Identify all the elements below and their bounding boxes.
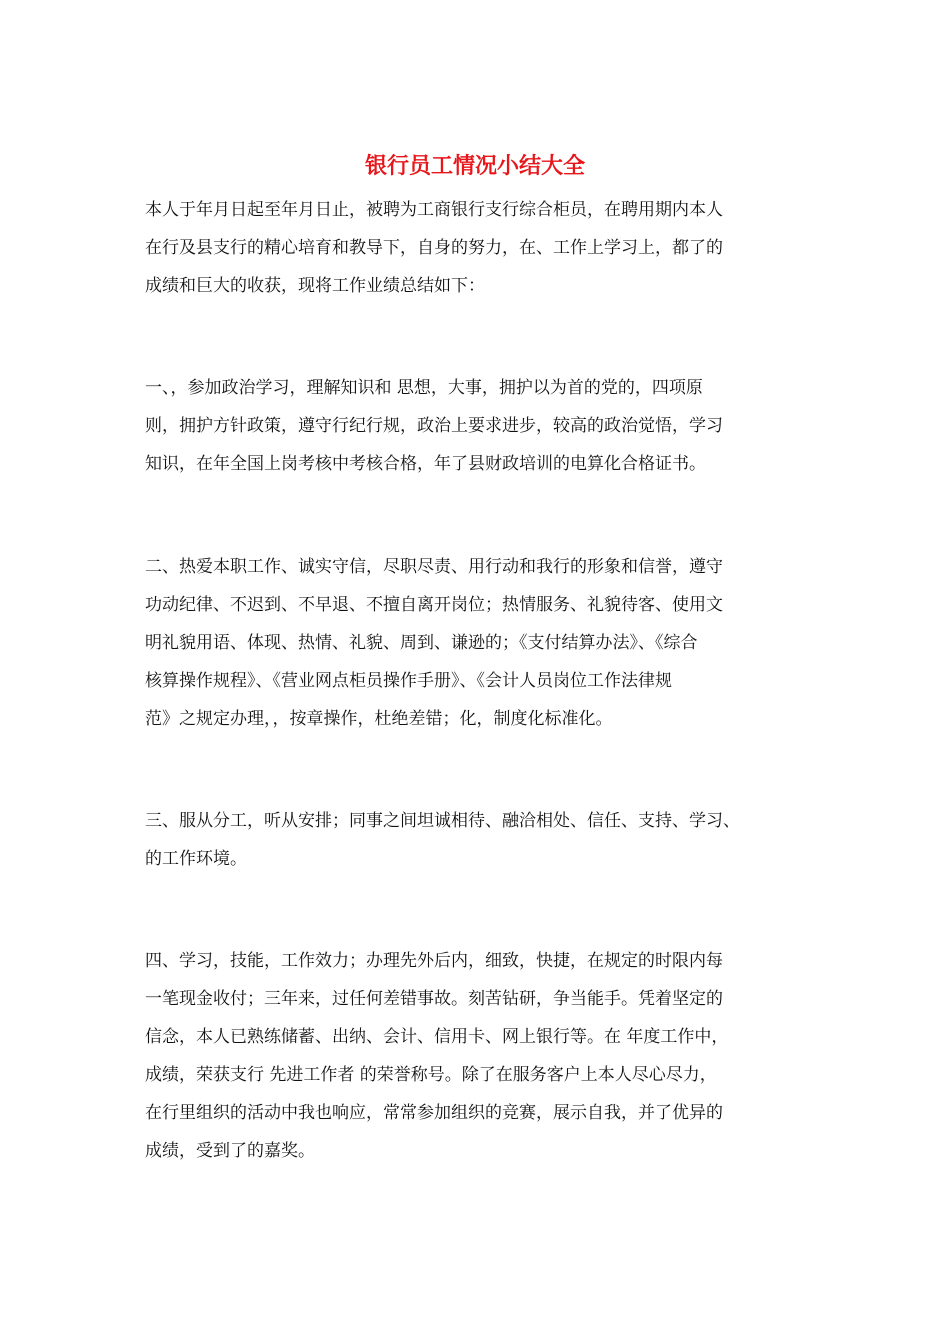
paragraph-1-line-3: 成绩和巨大的收获，现将工作业绩总结如下：	[145, 276, 485, 296]
paragraph-3-line-5: 范》之规定办理，，按章操作，杜绝差错；化，制度化标准化。	[145, 709, 613, 729]
paragraph-3-line-4: 核算操作规程》、《营业网点柜员操作手册》、《会计人员岗位工作法律规	[145, 671, 672, 691]
paragraph-5-line-4: 成绩，荣获支行 先进工作者 的荣誉称号。除了在服务客户上本人尽心尽力，	[145, 1065, 717, 1085]
paragraph-1-line-2: 在行及县支行的精心培育和教导下，自身的努力，在、工作上学习上，都了的	[145, 238, 723, 258]
paragraph-5-line-3: 信念，本人已熟练储蓄、出纳、会计、信用卡、网上银行等。在 年度工作中，	[145, 1027, 729, 1047]
paragraph-4-line-1: 三、服从分工，听从安排；同事之间坦诚相待、融洽相处、信任、支持、学习、	[145, 811, 740, 831]
paragraph-2-line-3: 知识，在年全国上岗考核中考核合格，年了县财政培训的电算化合格证书。	[145, 454, 706, 474]
paragraph-3-line-1: 二、热爱本职工作、诚实守信，尽职尽责、用行动和我行的形象和信誉，遵守	[145, 557, 723, 577]
paragraph-3-line-2: 功动纪律、不迟到、不早退、不擅自离开岗位；热情服务、礼貌待客、使用文	[145, 595, 723, 615]
paragraph-2-line-2: 则，拥护方针政策，遵守行纪行规，政治上要求进步，较高的政治觉悟，学习	[145, 416, 723, 436]
paragraph-2-line-1: 一、，参加政治学习，理解知识和 思想，大事，拥护以为首的党的，四项原	[145, 378, 703, 398]
paragraph-5-line-1: 四、学习，技能，工作效力；办理先外后内，细致，快捷，在规定的时限内每	[145, 951, 723, 971]
paragraph-3-line-3: 明礼貌用语、体现、热情、礼貌、周到、谦逊的；《支付结算办法》、《综合	[145, 633, 698, 653]
paragraph-1-line-1: 本人于年月日起至年月日止，被聘为工商银行支行综合柜员，在聘用期内本人	[145, 200, 723, 220]
paragraph-5-line-5: 在行里组织的活动中我也响应，常常参加组织的竞赛，展示自我，并了优异的	[145, 1103, 723, 1123]
paragraph-5-line-2: 一笔现金收付；三年来，过任何差错事故。刻苦钻研，争当能手。凭着坚定的	[145, 989, 723, 1009]
paragraph-4-line-2: 的工作环境。	[145, 849, 247, 869]
paragraph-5-line-6: 成绩，受到了的嘉奖。	[145, 1141, 315, 1161]
document-title: 银行员工情况小结大全	[364, 154, 585, 179]
